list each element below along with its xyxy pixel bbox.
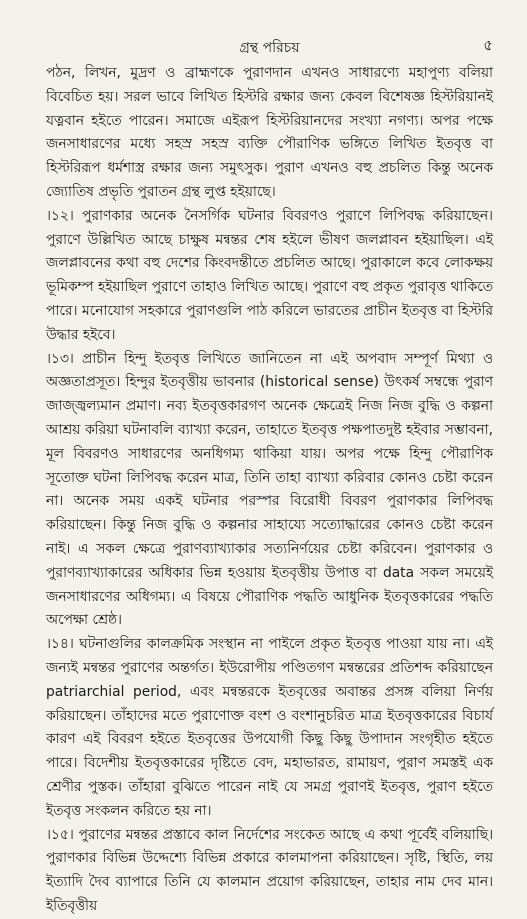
body-text [46,62,493,919]
paragraph-12 [46,205,493,348]
page-header [46,0,493,62]
paragraph-text: পুরাণের মন্বন্তর প্রস্তাবে কাল নির্দেশের সংকেত আছে এ কথা পূর্বেই বলিয়াছি। পুরাণকার বিভিন্ন উদ্দেশ্যে বিভিন্ন প্রকারে কালমাপনা করিয়াছেন। সৃষ্টি, স্থিতি, লয় ইত্যাদি দৈব ব্যাপারে তিনি যে কালমান প্রয়োগ করিয়াছেন, তাহার নাম দেব মান। ইতিবৃত্তীয় [46,826,493,914]
page-number: ৫ [483,36,493,54]
paragraph-number: ।১২। [46,207,74,224]
running-title: গ্রন্থ পরিচয় [239,40,300,56]
paragraph-number: ।১৩। [46,350,74,367]
paragraph-number: ।১৪। [46,636,74,653]
paragraph-text: ঘটনাগুলির কালক্রমিক সংস্থান না পাইলে প্রকৃত ইতবৃত্ত পাওয়া যায় না। এই জন্যই মন্বন্তর পুরাণের অন্তর্গত। ইউরোপীয় পণ্ডিতগণ মন্বন্তরের প্রতিশব্দ করিয়াছেন patriarchial period, এবং মন্বন্তরকে ইতবৃত্তের অবান্তর প্রসঙ্গ বলিয়া নির্ণয় করিয়াছেন। তাঁহাদের মতে পুরাণোক্ত বংশ ও বংশানুচরিত মাত্র ইতবৃত্তকারের বিচার্য কারণ এই বিবরণ হইতে ইতবৃত্তের উপযোগী কিছু কিছু উপাদান সংগৃহীত হইতে পারে। বিদেশীয় ইতবৃত্তকারের দৃষ্টিতে বেদ, মহাভারত, রামায়ণ, পুরাণ সমস্তই এক শ্রেণীর পুস্তক। তাঁহারা বুঝিতে পারেন নাই যে সমগ্র পুরাণই ইতবৃত্ত, পুরাণ হইতে ইতবৃত্ত সংকলন করিতে হয় না। [46,636,493,819]
paragraph-continuation [46,62,493,205]
paragraph-text: পুরাণকার অনেক নৈসর্গিক ঘটনার বিবরণও পুরাণে লিপিবদ্ধ করিয়াছেন। পুরাণে উল্লিখিত আছে চাক্ষুষ মন্বন্তর শেষ হইলে ভীষণ জলপ্লাবন হইয়াছিল। এই জলপ্লাবনের কথা বহু দেশের কিংবদন্তীতে প্রচলিত আছে। পুরাকালে কবে লোকক্ষয় ভূমিকম্প হইয়াছিল পুরাণে তাহাও লিখিত আছে। পুরাণে বহু প্রকৃত পুরাবৃত্ত থাকিতে পারে। মনোযোগ সহকারে পুরাণগুলি পাঠ করিলে ভারতের প্রাচীন ইতবৃত্ত বা হিস্টরি উদ্ধার হইবে। [46,207,493,343]
paragraph-15 [46,824,493,919]
paragraph-text: পঠন, লিখন, মুদ্রণ ও ব্রাহ্মণকে পুরাণদান এখনও সাধারণ্যে মহাপুণ্য বলিয়া বিবেচিত হয়। সরল ভাবে লিখিত হিস্টরি রক্ষার জন্য কেবল বিশেষজ্ঞ হিস্টরিয়ানই যত্নবান হইতে পারেন। সমাজে এইরূপ হিস্টরিয়ানদের সংখ্যা নগণ্য। অপর পক্ষে জনসাধারণের মধ্যে সহস্র সহস্র ব্যক্তি পৌরাণিক ভঙ্গিতে লিখিত ইতবৃত্ত বা হিস্টরিরূপ ধর্মশাস্ত্র রক্ষার জন্য সমুৎসুক। পুরাণ এখনও বহু প্রচলিত কিন্তু অনেক জ্যোতিষ প্রভৃতি পুরাতন গ্রন্থ লুপ্ত হইয়াছে। [46,65,493,200]
paragraph-number: ।১৫। [46,826,74,843]
paragraph-text: প্রাচীন হিন্দু ইতবৃত্ত লিখিতে জানিতেন না এই অপবাদ সম্পূর্ণ মিথ্যা ও অজ্ঞতাপ্রসূত। হিন্দুর ইতবৃত্তীয় ভাবনার (historical sense) উৎকর্ষ সম্বন্ধে পুরাণ জাজ্জ্বল্যমান প্রমাণ। নব্য ইতবৃত্তকারগণ অনেক ক্ষেত্রেই নিজ নিজ বুদ্ধি ও কল্পনা আশ্রয় করিয়া ঘটনাবলি ব্যাখ্যা করেন, তাহাতে ইতবৃত্ত পক্ষপাতদুষ্ট হইবার সম্ভাবনা, মূল বিবরণও সাধারণের অনধিগম্য থাকিয়া যায়। অপর পক্ষে হিন্দু পৌরাণিক সূতোক্ত ঘটনা লিপিবদ্ধ করেন মাত্র, তিনি তাহা ব্যাখ্যা করিবার কোনও চেষ্টা করেন না। অনেক সময় একই ঘটনার পরস্পর বিরোধী বিবরণ পুরাণকার লিপিবদ্ধ করিয়াছেন। কিন্তু নিজ বুদ্ধি ও কল্পনার সাহায্যে সত্যোদ্ধারের কোনও চেষ্টা করেন নাই। এ সকল ক্ষেত্রে পুরাণব্যাখ্যাকার সত্যনির্ণয়ের চেষ্টা করিবেন। পুরাণকার ও পুরাণব্যাখ্যাকারের অধিকার ভিন্ন হওয়ায় ইতবৃত্তীয় উপাত্ত বা data সকল সময়েই জনসাধারণের অধিগম্য। এ বিষয়ে পৌরাণিক পদ্ধতি আধুনিক ইতবৃত্তকারের পদ্ধতি অপেক্ষা শ্রেষ্ঠ। [46,350,493,629]
paragraph-14 [46,633,493,823]
paragraph-13 [46,348,493,634]
